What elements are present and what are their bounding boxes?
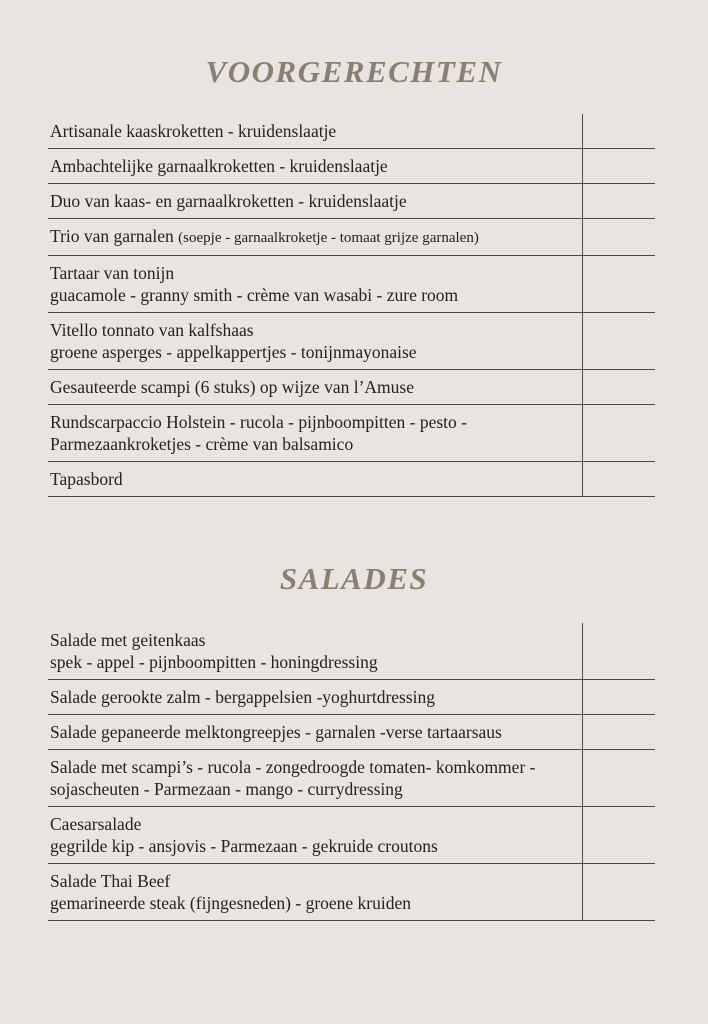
price-cell (582, 680, 655, 714)
item-description: sojascheuten - Parmezaan - mango - currydressing (50, 779, 403, 799)
item-title: Gesauteerde scampi (6 stuks) op wijze van l’Amuse (50, 377, 414, 397)
menu-item-text (48, 219, 582, 255)
menu-item-text (48, 623, 582, 679)
item-title-main: Trio van garnalen (50, 226, 174, 246)
price-cell (582, 807, 655, 863)
voorgerechten-table (48, 114, 655, 497)
menu-item-row (48, 405, 655, 462)
item-title: Ambachtelijke garnaalkroketten - kruidenslaatje (50, 156, 388, 176)
menu-item-text (48, 313, 582, 369)
price-cell (582, 623, 655, 679)
menu-item-text (48, 807, 582, 863)
item-title: Tartaar van tonijn (50, 263, 175, 283)
item-title: Salade met scampi’s - rucola - zongedroogde tomaten- komkommer - (50, 757, 536, 777)
menu-item-text (48, 149, 582, 183)
menu-item-row (48, 715, 655, 750)
item-title: Salade gerookte zalm - bergappelsien -yoghurtdressing (50, 687, 436, 707)
menu-item-row (48, 313, 655, 370)
menu-item-row (48, 114, 655, 149)
item-description: Parmezaankroketjes - crème van balsamico (50, 434, 354, 454)
menu-item-text (48, 184, 582, 218)
menu-item-row (48, 807, 655, 864)
item-description: gegrilde kip - ansjovis - Parmezaan - gekruide croutons (50, 836, 438, 856)
price-cell (582, 462, 655, 496)
item-title: Artisanale kaaskroketten - kruidenslaatje (50, 121, 337, 141)
section-title-voorgerechten: VOORGERECHTEN (205, 54, 503, 89)
menu-item-row (48, 623, 655, 680)
item-title: Salade gepaneerde melktongreepjes - garnalen -verse tartaarsaus (50, 722, 502, 742)
item-title (50, 225, 574, 249)
price-cell (582, 750, 655, 806)
item-title: Caesarsalade (50, 814, 142, 834)
item-title: Salade Thai Beef (50, 871, 171, 891)
price-cell (582, 864, 655, 920)
menu-item-row (48, 370, 655, 405)
menu-item-text (48, 370, 582, 404)
price-cell (582, 313, 655, 369)
menu-item-row (48, 219, 655, 256)
item-description: groene asperges - appelkappertjes - tonijnmayonaise (50, 342, 417, 362)
menu-item-text (48, 462, 582, 496)
menu-item-row (48, 864, 655, 921)
menu-item-text (48, 680, 582, 714)
item-title: Tapasbord (50, 469, 123, 489)
price-cell (582, 184, 655, 218)
item-title: Salade met geitenkaas (50, 630, 206, 650)
menu-item-row (48, 184, 655, 219)
menu-item-row (48, 462, 655, 497)
price-cell (582, 219, 655, 255)
menu-item-text (48, 114, 582, 148)
price-cell (582, 149, 655, 183)
menu-item-text (48, 715, 582, 749)
item-description: spek - appel - pijnboompitten - honingdressing (50, 652, 378, 672)
menu-item-text (48, 256, 582, 312)
item-description: guacamole - granny smith - crème van wasabi - zure room (50, 285, 459, 305)
section-title-salades: SALADES (279, 561, 429, 596)
item-title: Duo van kaas- en garnaalkroketten - kruidenslaatje (50, 191, 407, 211)
item-title-detail: (soepje - garnaalkroketje - tomaat grijze garnalen) (178, 230, 479, 246)
menu-item-text (48, 405, 582, 461)
salades-table (48, 623, 655, 921)
item-description: gemarineerde steak (fijngesneden) - groene kruiden (50, 893, 412, 913)
menu-item-row (48, 680, 655, 715)
price-cell (582, 370, 655, 404)
menu-item-row (48, 149, 655, 184)
price-cell (582, 715, 655, 749)
menu-item-text (48, 750, 582, 806)
item-title: Rundscarpaccio Holstein - rucola - pijnboompitten - pesto - (50, 412, 467, 432)
price-cell (582, 256, 655, 312)
price-cell (582, 114, 655, 148)
menu-item-row (48, 256, 655, 313)
menu-item-text (48, 864, 582, 920)
item-title: Vitello tonnato van kalfshaas (50, 320, 254, 340)
menu-item-row (48, 750, 655, 807)
price-cell (582, 405, 655, 461)
